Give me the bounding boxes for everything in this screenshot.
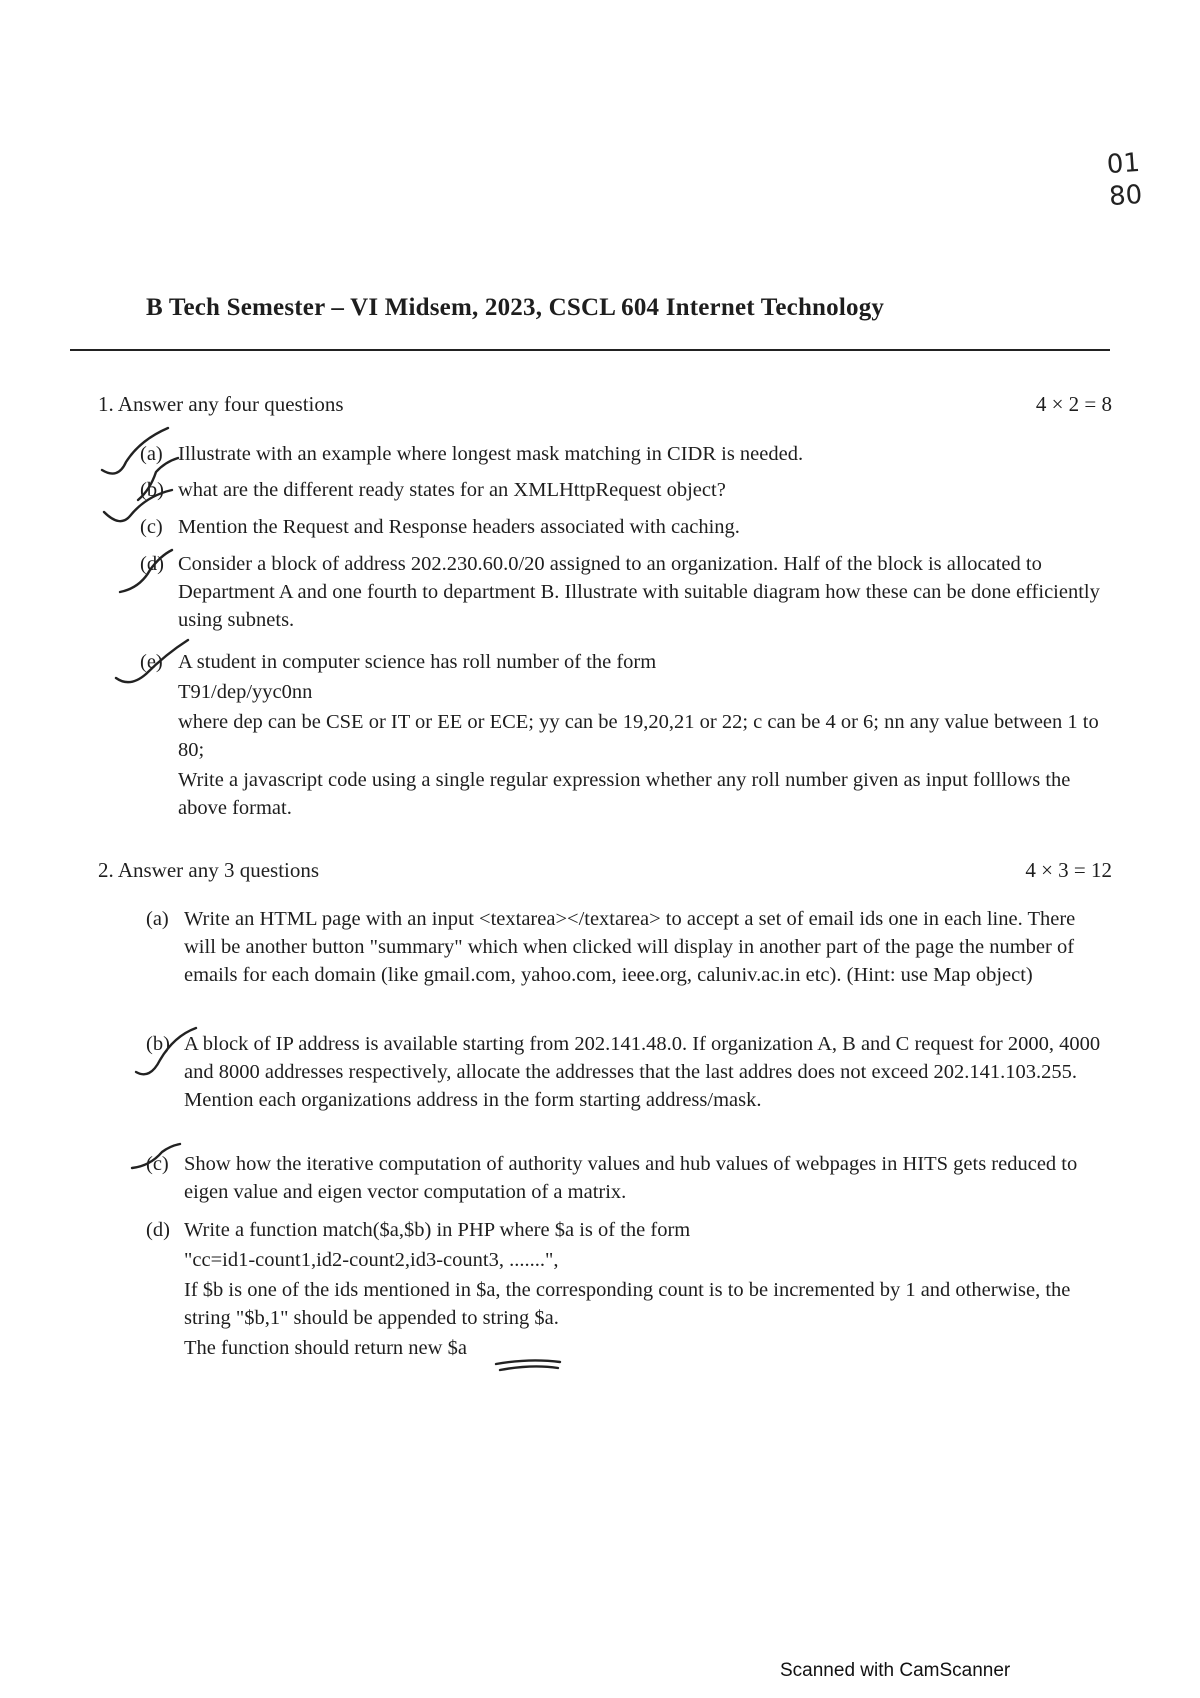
item-text: The function should return new $a bbox=[184, 1337, 467, 1359]
item-text: A block of IP address is available starting from 202.141.48.0. If organization A, B and C request for 2000, 4000 and 8000 addresses respectively, allocate the addresses that the last addres does not exceed 202.141.103.255. Mention each organizations address in the form starting address/mask. bbox=[184, 1033, 1101, 1111]
underline-mark bbox=[496, 1360, 560, 1364]
item-text: where dep can be CSE or IT or EE or ECE; yy can be 19,20,21 or 22; c can be 4 or 6; nn any value between 1 to 80; bbox=[178, 711, 1099, 761]
item-label: (c) bbox=[140, 516, 163, 538]
tick-mark bbox=[132, 1144, 180, 1168]
item-text: Mention the Request and Response headers associated with caching. bbox=[178, 516, 740, 538]
scanner-watermark: Scanned with CamScanner bbox=[780, 1660, 1011, 1681]
item-text: Consider a block of address 202.230.60.0/20 assigned to an organization. Half of the block is allocated to Department A and one fourth to department B. Illustrate with suitable diagram how these can be done efficiently using subnets. bbox=[178, 553, 1100, 631]
item-label: (d) bbox=[140, 553, 164, 575]
question-1-marks: 4 × 2 = 8 bbox=[1035, 392, 1112, 416]
question-2-text: 2. Answer any 3 questions bbox=[98, 858, 320, 882]
tick-mark bbox=[120, 550, 172, 592]
score-line-2: 80 bbox=[1108, 179, 1144, 213]
tick-mark bbox=[116, 640, 188, 682]
exam-title: B Tech Semester – VI Midsem, 2023, CSCL 604 Internet Technology bbox=[146, 294, 885, 321]
tick-mark bbox=[102, 428, 168, 474]
item-label: (a) bbox=[140, 443, 163, 465]
item-label: (a) bbox=[146, 908, 169, 930]
item-text: Write a javascript code using a single regular expression whether any roll number given as input folllows the above format. bbox=[178, 769, 1071, 819]
tick-mark bbox=[136, 1028, 196, 1074]
item-text: Write an HTML page with an input <textarea></textarea> to accept a set of email ids one in each line. There will be another button "summary" which when clicked will display in another part of the page the number of emails for each domain (like gmail.com, yahoo.com, ieee.org, caluniv.ac.in etc). (Hint: use Map object) bbox=[184, 908, 1076, 986]
item-text: A student in computer science has roll number of the form bbox=[178, 651, 657, 673]
underline-mark bbox=[500, 1366, 558, 1370]
item-text: Show how the iterative computation of authority values and hub values of webpages in HITS gets reduced to eigen value and eigen vector computation of a matrix. bbox=[184, 1153, 1078, 1203]
item-label: (e) bbox=[140, 651, 163, 673]
item-label: (c) bbox=[146, 1153, 169, 1175]
item-label: (b) bbox=[146, 1033, 170, 1055]
question-2-marks: 4 × 3 = 12 bbox=[1025, 858, 1112, 882]
score-line-1: 01 bbox=[1105, 147, 1141, 181]
tick-mark bbox=[104, 490, 172, 521]
item-text: Write a function match($a,$b) in PHP where $a is of the form bbox=[184, 1219, 691, 1241]
item-text: Illustrate with an example where longest mask matching in CIDR is needed. bbox=[178, 443, 804, 465]
item-label: (d) bbox=[146, 1219, 170, 1241]
item-text: If $b is one of the ids mentioned in $a, the corresponding count is to be incremented by 1 and otherwise, the string "$b,1" should be appended to string $a. bbox=[184, 1279, 1071, 1329]
roll-format: T91/dep/yyc0nn bbox=[178, 681, 313, 703]
string-format: "cc=id1-count1,id2-count2,id3-count3, .......", bbox=[184, 1249, 559, 1271]
question-1-text: 1. Answer any four questions bbox=[98, 392, 344, 416]
item-text: what are the different ready states for an XMLHttpRequest object? bbox=[178, 479, 726, 501]
item-label: (b) bbox=[140, 479, 164, 501]
